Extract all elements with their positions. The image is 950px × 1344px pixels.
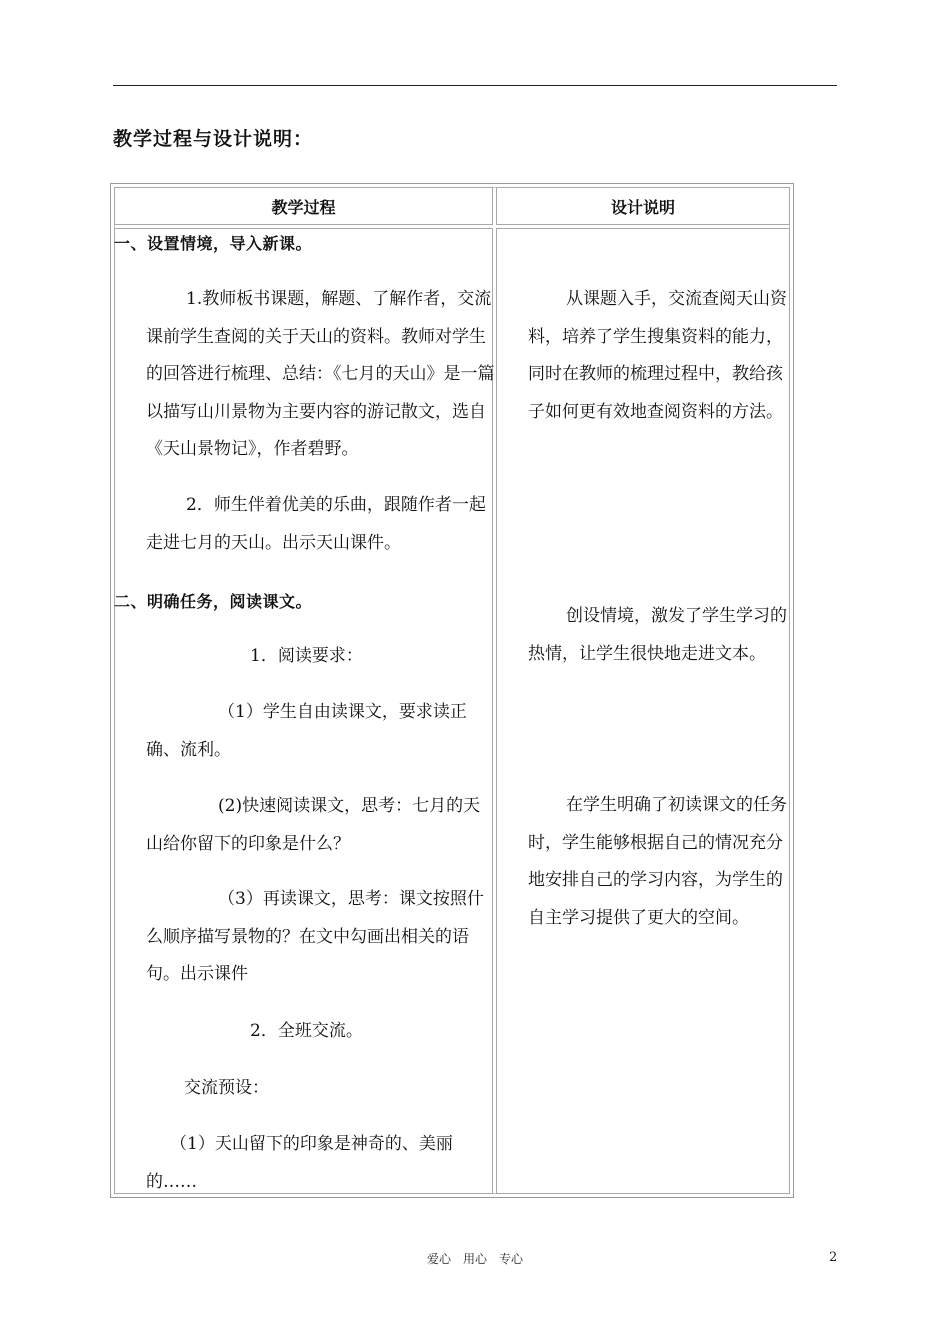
process-paragraph-4: （1）学生自由读课文，要求读正确、流利。 [146,702,467,760]
section-title-1: 一、设置情境，导入新课。 [114,234,313,253]
process-paragraph-2: 2．师生伴着优美的乐曲，跟随作者一起走进七月的天山。出示天山课件。 [146,495,486,553]
table-header-process: 教学过程 [114,187,493,225]
header-rule [113,85,837,86]
process-paragraph-5: (2)快速阅读课文，思考：七月的天山给你留下的印象是什么？ [146,796,481,854]
process-paragraph-9: （1）天山留下的印象是神奇的、美丽的…… [146,1134,453,1192]
page-number: 2 [829,1250,838,1265]
process-paragraph-6: （3）再读课文，思考：课文按照什么顺序描写景物的？在文中勾画出相关的语句。出示课件 [146,889,484,984]
page-heading: 教学过程与设计说明： [113,128,314,150]
process-paragraph-7: 2．全班交流。 [250,1021,363,1041]
page-footer: 爱心 用心 专心 [426,1252,523,1266]
design-note-3: 在学生明确了初读课文的任务时，学生能够根据自己的情况充分地安排自己的学习内容，为学生的自主学习提供了更大的空间。 [528,795,787,928]
design-note-2: 创设情境，激发了学生学习的热情，让学生很快地走进文本。 [528,606,787,664]
process-paragraph-8: 交流预设： [184,1078,269,1098]
table-header-notes: 设计说明 [496,187,790,225]
process-paragraph-3: 1．阅读要求： [250,646,363,666]
process-paragraph-1: 1.教师板书课题，解题、了解作者，交流课前学生查阅的关于天山的资料。教师对学生的回答进行梳理、总结：《七月的天山》是一篇以描写山川景物为主要内容的游记散文，选自《天山景物记》，作者碧野。 [146,289,495,459]
section-title-2: 二、明确任务，阅读课文。 [114,592,313,611]
design-note-1: 从课题入手，交流查阅天山资料，培养了学生搜集资料的能力，同时在教师的梳理过程中，教给孩子如何更有效地查阅资料的方法。 [528,289,787,422]
